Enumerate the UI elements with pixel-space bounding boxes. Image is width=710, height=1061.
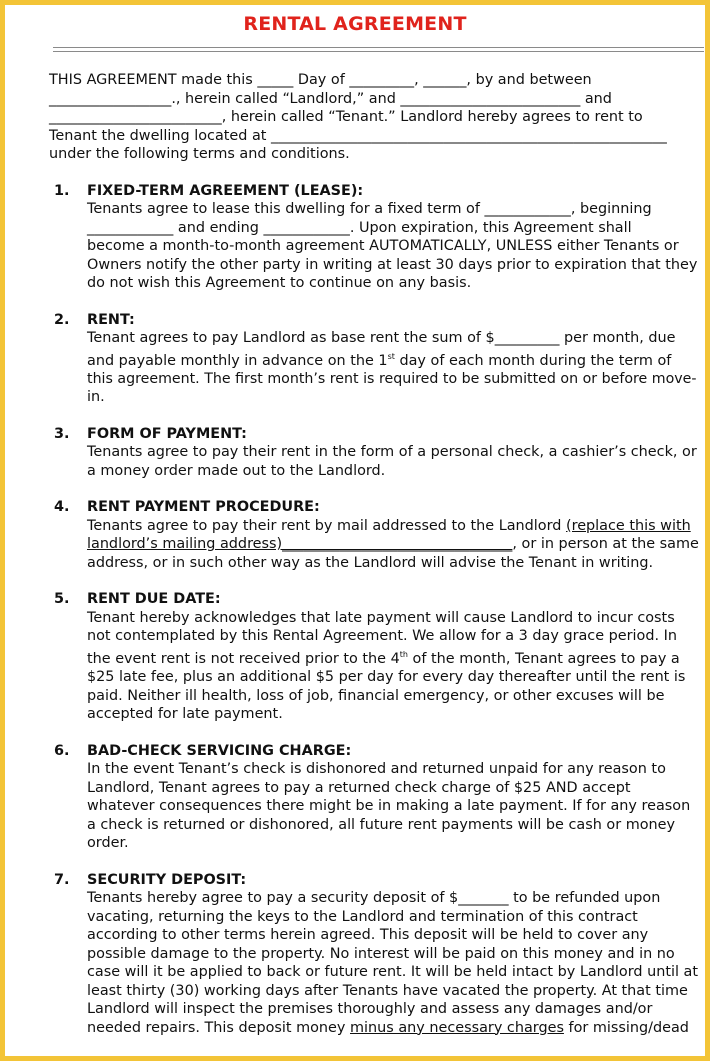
title-divider	[53, 47, 704, 52]
intro-line: Tenant the dwelling located at _______________________________________________________	[49, 127, 667, 144]
text-run: the event rent is not received prior to the 4	[87, 650, 400, 667]
section-number: 7.	[54, 871, 70, 888]
document-title: RENTAL AGREEMENT	[243, 13, 467, 35]
section-line: Tenant hereby acknowledges that late payment will cause Landlord to incur costs	[87, 609, 675, 626]
ordinal-suffix: st	[387, 351, 395, 361]
section-line	[87, 646, 704, 668]
section-fixed-term	[49, 182, 704, 293]
section-heading: BAD-CHECK SERVICING CHARGE:	[87, 742, 352, 759]
section-text	[87, 889, 704, 1037]
section-number: 5.	[54, 591, 70, 608]
section-number: 3.	[54, 425, 70, 442]
section-heading: RENT DUE DATE:	[87, 591, 221, 608]
section-line: a check is returned or dishonored, all future rent payments will be cash or money	[87, 816, 676, 833]
section-line: Tenants agree to pay their rent in the form of a personal check, a cashier’s check, or	[87, 444, 697, 461]
section-heading: FORM OF PAYMENT:	[87, 425, 247, 442]
ordinal-suffix: th	[399, 649, 408, 659]
underlined-text: landlord’s mailing address)________________________________	[87, 536, 513, 553]
section-line: in.	[87, 389, 105, 406]
document-body	[49, 71, 704, 1037]
section-rent	[49, 311, 704, 407]
section-heading: RENT:	[87, 311, 135, 328]
section-heading: SECURITY DEPOSIT:	[87, 871, 247, 888]
section-line: vacating, returning the keys to the Landlord and termination of this contract	[87, 908, 638, 925]
intro-line: THIS AGREEMENT made this _____ Day of _________, ______, by and between	[49, 72, 592, 88]
section-rent-due-date	[49, 590, 704, 723]
section-line	[87, 535, 704, 554]
text-run: needed repairs. This deposit money	[87, 1019, 351, 1036]
section-line: $25 late fee, plus an additional $5 per day for every day thereafter until the rent is	[87, 669, 686, 686]
section-line: according to other terms herein agreed. This deposit will be held to cover any	[87, 927, 649, 944]
section-security-deposit	[49, 871, 704, 1038]
section-line: least thirty (30) working days after Tenants have vacated the property. At that time	[87, 982, 688, 999]
section-heading: FIXED-TERM AGREEMENT (LEASE):	[87, 182, 364, 199]
section-line: In the event Tenant’s check is dishonored and returned unpaid for any reason to	[87, 761, 666, 778]
text-run: of the month, Tenant agrees to pay a	[407, 650, 680, 667]
section-line: whatever consequences there might be in making a late payment. If for any reason	[87, 798, 691, 815]
text-run: and payable monthly in advance on the 1	[87, 352, 388, 369]
section-line: do not wish this Agreement to continue on any basis.	[87, 275, 472, 291]
section-form-of-payment	[49, 425, 704, 481]
section-line: Tenants agree to lease this dwelling for a fixed term of ____________, beginning	[87, 201, 652, 217]
section-text	[87, 609, 704, 724]
section-line: order.	[87, 835, 129, 852]
section-line	[87, 348, 704, 370]
section-line: not contemplated by this Rental Agreement. We allow for a 3 day grace period. In	[87, 628, 678, 645]
section-line: Landlord, Tenant agrees to pay a returned check charge of $25 AND accept	[87, 779, 631, 796]
section-line: Tenant agrees to pay Landlord as base rent the sum of $_________ per month, due	[87, 330, 676, 346]
underlined-text: (replace this with	[565, 517, 691, 534]
section-line: accepted for late payment.	[87, 706, 283, 723]
section-number: 4.	[54, 499, 70, 516]
section-text	[87, 760, 704, 853]
section-line: ____________ and ending ____________. Upon expiration, this Agreement shall	[87, 219, 632, 236]
section-text	[87, 517, 704, 573]
section-line: Landlord will inspect the premises thoroughly and assess any damages and/or	[87, 1001, 653, 1018]
text-run: Tenants agree to pay their rent by mail addressed to the Landlord	[87, 517, 566, 534]
intro-paragraph	[49, 71, 704, 164]
section-line: this agreement. The first month’s rent is required to be submitted on or before move-	[87, 370, 697, 387]
section-line	[87, 1019, 704, 1038]
section-heading: RENT PAYMENT PROCEDURE:	[87, 499, 320, 516]
section-number: 2.	[54, 311, 70, 328]
intro-line: _________________., herein called “Landlord,” and _________________________ and	[49, 90, 612, 107]
section-line	[87, 517, 704, 536]
underlined-text: minus any necessary charges	[350, 1019, 564, 1036]
section-number: 6.	[54, 742, 70, 759]
section-bad-check	[49, 742, 704, 853]
section-number: 1.	[54, 182, 70, 199]
section-line: paid. Neither ill health, loss of job, financial emergency, or other excuses will be	[87, 687, 665, 704]
section-line: Owners notify the other party in writing at least 30 days prior to expiration that they	[87, 256, 698, 273]
section-text	[87, 329, 704, 407]
section-text	[87, 200, 704, 293]
text-run: for missing/dead	[563, 1019, 689, 1036]
section-line: a money order made out to the Landlord.	[87, 462, 386, 479]
section-line: Tenants hereby agree to pay a security deposit of $_______ to be refunded upon	[87, 890, 661, 907]
section-payment-procedure	[49, 498, 704, 572]
section-line: become a month-to-month agreement AUTOMATICALLY, UNLESS either Tenants or	[87, 238, 679, 254]
text-run: day of each month during the term of	[394, 352, 672, 369]
intro-line: ________________________, herein called “Tenant.” Landlord hereby agrees to rent to	[49, 109, 643, 125]
section-text	[87, 443, 704, 480]
intro-line: under the following terms and conditions.	[49, 146, 350, 162]
section-line: address, or in such other way as the Landlord will advise the Tenant in writing.	[87, 554, 654, 571]
section-line: case will it be applied to back or future rent. It will be held intact by Landlord until at	[87, 964, 699, 981]
text-run: , or in person at the same	[512, 536, 699, 553]
section-line: possible damage to the property. No interest will be paid on this money and in no	[87, 945, 675, 962]
